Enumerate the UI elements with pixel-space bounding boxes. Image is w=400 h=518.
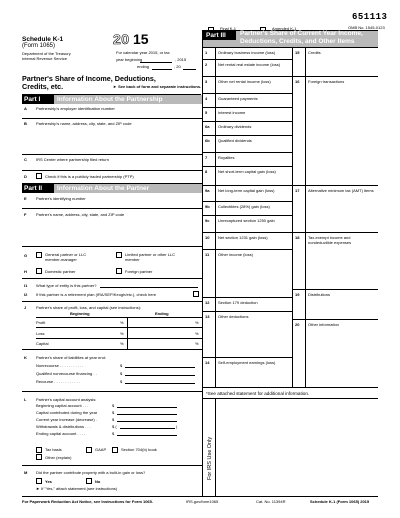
line-c-label: IRS Center where partnership filed return <box>36 157 109 162</box>
see-back-text: See back of form and separate instructions. <box>118 84 202 89</box>
l-beginning-label: Beginning capital account . . . <box>36 403 89 408</box>
entity-type-field[interactable] <box>100 287 198 288</box>
line-20-label: Other information <box>308 322 339 327</box>
rule <box>22 278 202 279</box>
m-no-checkbox[interactable] <box>86 478 92 484</box>
line-20-input[interactable] <box>306 328 378 386</box>
k-qualified-label: Qualified nonrecourse financing . . <box>36 371 97 376</box>
line-14-label: Other income (loss) <box>218 252 253 257</box>
line-9-number: 8 <box>205 169 208 174</box>
year-beginning-label: year beginning <box>116 57 143 62</box>
amended-k1-label: Amended K-1 <box>272 26 297 31</box>
line-j-label: Partner's share of profit, loss, and capital (see instructions): <box>36 305 142 310</box>
j-loss-end-pct: % <box>195 331 199 336</box>
k-nonrecourse-field[interactable] <box>125 367 195 368</box>
line-4-input[interactable] <box>216 101 292 106</box>
line-l-label: Partner's capital account analysis: <box>36 397 97 402</box>
rule <box>202 201 292 202</box>
rule <box>22 391 202 392</box>
line-18-number: 18 <box>295 235 300 240</box>
line-8-input[interactable] <box>216 160 292 165</box>
line-1-number: 1 <box>205 50 208 55</box>
line-9-input[interactable] <box>216 174 292 184</box>
rule <box>22 349 202 350</box>
rule <box>202 297 292 298</box>
line-18-input[interactable] <box>306 241 378 288</box>
m-note-text: If "Yes," attach statement (see instructions) <box>41 486 118 491</box>
part1-title: Information About the Partnership <box>57 96 163 103</box>
line-2-number: 2 <box>205 62 208 67</box>
share-title-line2: Credits, etc. <box>22 82 64 91</box>
rule <box>202 232 292 233</box>
line-15-label: Section 179 deduction <box>218 300 258 305</box>
m-yes-label: Yes <box>45 479 52 484</box>
j-profit-begin-pct: % <box>120 320 124 325</box>
line-16-input[interactable] <box>216 319 292 356</box>
line-8-number: 7 <box>205 155 208 160</box>
general-partner-label-2: member-manager <box>45 257 77 262</box>
line-13-number: 10 <box>205 235 210 240</box>
rule <box>22 118 202 119</box>
rule <box>202 357 292 358</box>
l-increase-dollar: $ <box>112 417 115 422</box>
rule <box>292 185 378 186</box>
center-divider <box>202 31 203 496</box>
m-no-label: No <box>95 479 101 484</box>
rule <box>22 465 202 466</box>
line-13-label: Net section 1231 gain (loss) <box>218 235 268 240</box>
rule <box>202 121 292 122</box>
line-k-letter: K <box>24 355 27 360</box>
j-col-beginning: Beginning <box>70 311 90 316</box>
line-3-input[interactable] <box>216 84 292 92</box>
j-col-ending: Ending <box>155 311 169 316</box>
line-9-label: Net short-term capital gain (loss) <box>218 169 276 174</box>
line-3-label: Other net rental income (loss) <box>218 79 271 84</box>
line-15-input[interactable] <box>216 305 292 310</box>
footer-form: Schedule K-1 (Form 1065) 2015 <box>310 499 370 504</box>
rule <box>202 93 292 94</box>
rule <box>202 387 378 388</box>
k-recourse-label: Recourse . . . . . . . . . . . . <box>36 379 80 384</box>
k-nonrecourse-label: Nonrecourse . . . . . . . . . . . <box>36 363 84 368</box>
j-profit-end-pct: % <box>195 320 199 325</box>
j-loss-label: Loss <box>36 331 45 336</box>
l-increase-label: Current year increase (decrease) . <box>36 417 97 422</box>
rule <box>292 289 378 290</box>
footer-paperwork: For Paperwork Reduction Act Notice, see Instructions for Form 1065. <box>22 499 153 504</box>
line-1-label: Ordinary business income (loss) <box>218 50 276 55</box>
line-11-label: Collectibles (28%) gain (loss) <box>218 204 270 209</box>
line-18-label-2: nondeductible expenses <box>308 240 352 245</box>
line-15-number: 12 <box>205 300 210 305</box>
line-j-letter: J <box>24 305 27 310</box>
line-16-input[interactable] <box>306 85 378 184</box>
dept-treasury: Department of the Treasury <box>22 51 71 56</box>
rule <box>22 301 202 302</box>
line-i1-label: What type of entity is this partner? <box>36 283 97 288</box>
foreign-partner-checkbox[interactable] <box>116 268 122 274</box>
line-18-label: Tax-exempt income and <box>308 235 351 240</box>
rule <box>202 185 292 186</box>
line-2-input[interactable] <box>216 67 292 75</box>
j-capital-begin-pct: % <box>120 341 124 346</box>
l-beginning-dollar: $ <box>112 403 115 408</box>
retirement-plan-checkbox[interactable] <box>193 291 199 297</box>
line-10-number: 9a <box>205 188 210 193</box>
ending-year-field[interactable] <box>183 69 196 70</box>
l-ending-label: Ending capital account . . . . <box>36 431 86 436</box>
rule <box>36 317 202 318</box>
line-15-input[interactable] <box>306 56 378 75</box>
l-contributed-field[interactable] <box>117 414 177 415</box>
line-16-number: 13 <box>205 314 210 319</box>
rule <box>292 76 378 77</box>
line-m-letter: M <box>24 470 28 475</box>
see-back-note: ► See back of form and separate instructions. <box>113 84 202 89</box>
ending-year-suffix: , 20 <box>174 64 181 69</box>
line-d-letter: D <box>24 174 27 179</box>
line-g-letter: G <box>24 253 28 258</box>
line-13-input[interactable] <box>216 240 292 248</box>
domestic-partner-checkbox[interactable] <box>36 268 42 274</box>
rule <box>292 47 293 387</box>
domestic-partner-label: Domestic partner <box>45 269 76 274</box>
line-d-label: Check if this is a publicly traded partnership (PTP) <box>45 174 134 179</box>
other-explain-label: Other (explain) <box>45 455 72 460</box>
rule <box>202 76 292 77</box>
line-19-number: 19 <box>295 292 300 297</box>
line-4-number: 4 <box>205 96 208 101</box>
general-partner-label: General partner or LLC <box>45 252 87 257</box>
j-loss-begin-pct: % <box>120 331 124 336</box>
rule <box>22 496 378 497</box>
line-4-label: Guaranteed payments <box>218 96 258 101</box>
line-16-label: Foreign transactions <box>308 79 345 84</box>
ending-date-field[interactable] <box>152 69 172 70</box>
line-19-input[interactable] <box>306 298 378 318</box>
part3-title-2: Deductions, Credits, and Other Items <box>240 38 355 45</box>
line-10-label: Net long-term capital gain (loss) <box>218 188 275 193</box>
rule <box>22 208 202 209</box>
line-15-number: 15 <box>295 50 300 55</box>
line-5-input[interactable] <box>216 115 292 120</box>
l-withdrawals-close: ) <box>176 424 178 429</box>
line-h-letter: H <box>24 269 27 274</box>
line-3-number: 3 <box>205 79 208 84</box>
k-qualified-field[interactable] <box>125 375 195 376</box>
irs-use-only-label: For IRS Use Only <box>207 436 213 480</box>
line-14-input[interactable] <box>216 257 292 296</box>
line-11-input[interactable] <box>216 209 292 214</box>
tax-basis-checkbox[interactable] <box>36 447 42 453</box>
line-e-label: Partner's identifying number <box>36 196 86 201</box>
year-bold: 15 <box>133 31 149 47</box>
part2-label: Part II <box>22 184 54 193</box>
line-7-number: 6b <box>205 138 210 143</box>
section-704b-label: Section 704(b) book <box>121 447 157 452</box>
line-5-label: Interest income <box>218 110 246 115</box>
line-5-number: 5 <box>205 110 208 115</box>
rule <box>202 215 292 216</box>
rule <box>202 166 292 167</box>
schedule-title: Schedule K-1 <box>22 36 64 43</box>
limited-partner-label: Limited partner or other LLC <box>125 252 176 257</box>
l-contributed-dollar: $ <box>112 410 115 415</box>
k-recourse-dollar: $ <box>120 379 123 384</box>
form-reference: (Form 1065) <box>22 43 56 49</box>
share-title-line1: Partner's Share of Income, Deductions, <box>22 74 156 83</box>
line-16-number: 16 <box>295 79 300 84</box>
gaap-checkbox[interactable] <box>86 447 92 453</box>
line-6-label: Ordinary dividends <box>218 124 252 129</box>
line-7-input[interactable] <box>216 143 292 151</box>
line-7-label: Qualified dividends <box>218 138 252 143</box>
irs-label: Internal Revenue Service <box>22 56 67 61</box>
part2-title: Information About the Partner <box>57 185 150 192</box>
section-704b-checkbox[interactable] <box>112 447 118 453</box>
rule <box>202 135 292 136</box>
m-note: ► If "Yes," attach statement (see instructions) <box>36 486 118 491</box>
rule <box>215 398 216 496</box>
line-c-letter: C <box>24 157 27 162</box>
rule <box>22 154 202 155</box>
l-ending-dollar: $ <box>112 431 115 436</box>
rule <box>202 47 378 48</box>
year-outline: 20 <box>113 31 130 47</box>
j-profit-label: Profit <box>36 320 46 325</box>
l-increase-field[interactable] <box>117 421 177 422</box>
line-17-label: Self-employment earnings (loss) <box>218 360 276 365</box>
line-i1-letter: I1 <box>24 283 28 288</box>
rule <box>36 327 202 328</box>
limited-partner-checkbox[interactable] <box>116 252 122 258</box>
rule <box>292 232 378 233</box>
rule <box>202 311 292 312</box>
j-capital-label: Capital <box>36 341 49 346</box>
line-e-letter: E <box>24 196 27 201</box>
limited-partner-label-2: member <box>125 257 140 262</box>
other-explain-checkbox[interactable] <box>36 454 42 460</box>
l-withdrawals-field[interactable] <box>120 428 175 429</box>
ptp-checkbox[interactable] <box>36 173 42 179</box>
line-b-letter: B <box>24 121 27 126</box>
line-b-label: Partnership's name, address, city, state, and ZIP code <box>36 121 132 126</box>
attached-statement-note: *See attached statement for additional information. <box>206 391 310 396</box>
line-8-label: Royalties <box>218 155 235 160</box>
foreign-partner-label: Foreign partner <box>125 269 153 274</box>
beginning-year-suffix: , 2015 <box>175 57 187 62</box>
l-withdrawals-label: Withdrawals & distributions . . . <box>36 424 91 429</box>
l-withdrawals-dollar: $ ( <box>112 424 117 429</box>
line-17-input[interactable] <box>216 365 292 386</box>
line-2-label: Net rental real estate income (loss) <box>218 62 281 67</box>
line-12-label: Unrecaptured section 1250 gain <box>218 218 275 223</box>
line-19-label: Distributions <box>308 292 331 297</box>
line-a-letter: A <box>24 106 27 111</box>
tax-basis-label: Tax basis <box>45 447 62 452</box>
line-a-label: Partnership's employer identification number <box>36 106 115 111</box>
line-10-input[interactable] <box>216 193 292 200</box>
gaap-label: GAAP <box>95 447 107 452</box>
m-yes-checkbox[interactable] <box>36 478 42 484</box>
line-17-input[interactable] <box>306 194 378 231</box>
line-20-number: 20 <box>295 322 300 327</box>
line-6-input[interactable] <box>216 129 292 134</box>
form-control-number: 651113 <box>352 12 388 22</box>
k-nonrecourse-dollar: $ <box>120 363 123 368</box>
omb-number: OMB No. 1545-0123 <box>348 25 385 30</box>
l-beginning-field[interactable] <box>117 407 177 408</box>
general-partner-checkbox[interactable] <box>36 252 42 258</box>
line-k-label: Partner's share of liabilities at year end: <box>36 355 106 360</box>
l-ending-field[interactable] <box>117 435 177 436</box>
rule <box>22 170 202 171</box>
j-capital-end-pct: % <box>195 341 199 346</box>
rule <box>202 59 292 60</box>
line-11-number: 9b <box>205 204 210 209</box>
rule <box>292 319 378 320</box>
line-f-label: Partner's name, address, city, state, and ZIP code <box>36 212 125 217</box>
line-i2-label: If this partner is a retirement plan (IRA/SEP/Keogh/etc.), check here <box>36 292 157 297</box>
line-15-label: Credits <box>308 50 321 55</box>
footer-url: IRS.gov/form1065 <box>186 499 219 504</box>
k-qualified-dollar: $ <box>120 371 123 376</box>
line-6-number: 6a <box>205 124 210 129</box>
line-i2-letter: I2 <box>24 292 28 297</box>
part3-label: Part III <box>206 32 226 39</box>
ending-label: ending <box>137 64 150 69</box>
line-12-input[interactable] <box>216 223 292 231</box>
final-k1-label: Final K-1 <box>220 26 237 31</box>
rule <box>36 338 202 339</box>
line-17-label: Alternative minimum tax (AMT) items <box>308 188 374 193</box>
rule <box>202 107 292 108</box>
footer-cat-no: Cat. No. 11394R <box>256 499 286 504</box>
rule <box>202 398 378 399</box>
line-14-number: 11 <box>205 252 210 257</box>
line-1-input[interactable] <box>216 55 292 58</box>
line-17-number: 14 <box>205 360 210 365</box>
line-17-number: 17 <box>295 188 300 193</box>
line-12-number: 9c <box>205 218 210 223</box>
part3-title-1: Partner's Share of Current Year Income, <box>240 30 363 37</box>
line-l-letter: L <box>24 397 27 402</box>
l-contributed-label: Capital contributed during the year <box>36 410 98 415</box>
line-m-label: Did the partner contribute property with a built-in gain or loss? <box>36 470 146 475</box>
k-recourse-field[interactable] <box>125 383 195 384</box>
rule <box>202 249 292 250</box>
rule <box>127 317 128 349</box>
calendar-year-text: For calendar year 2015, or tax <box>116 50 170 55</box>
line-f-letter: F <box>24 212 27 217</box>
rule <box>22 246 202 247</box>
year-beginning-field[interactable] <box>140 62 172 63</box>
part1-label: Part I <box>22 95 54 104</box>
rule <box>202 152 292 153</box>
line-16-label: Other deductions <box>218 314 249 319</box>
